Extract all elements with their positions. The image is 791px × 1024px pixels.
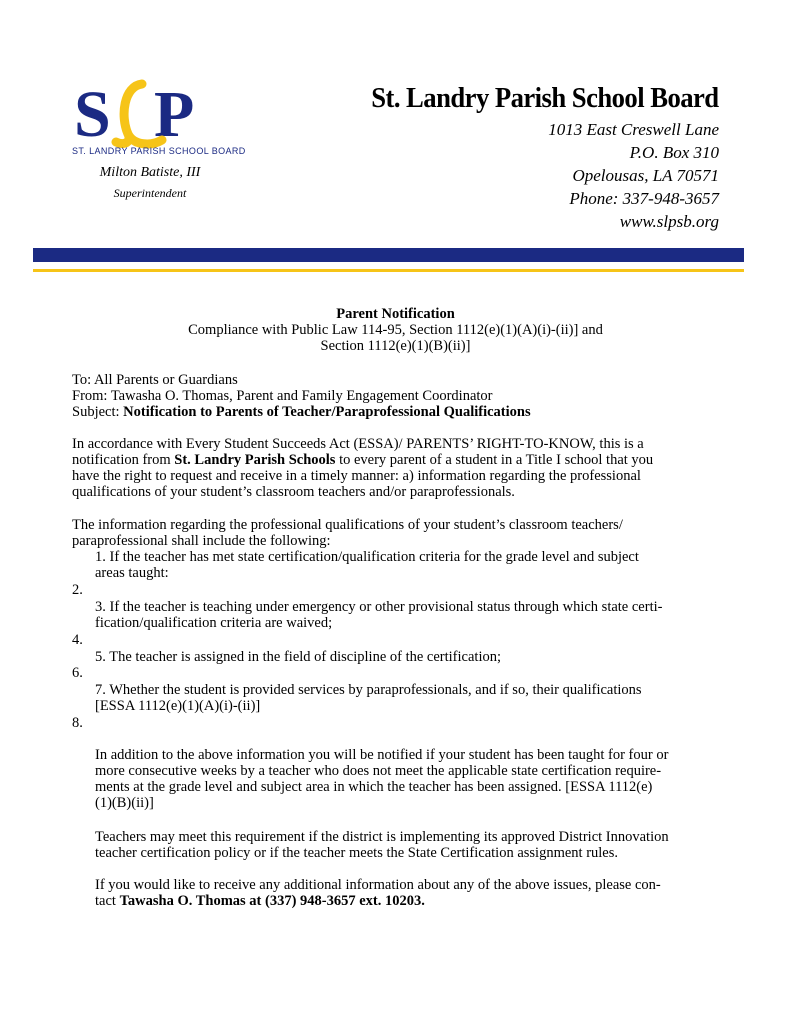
list-number-8: 8. <box>72 715 83 731</box>
list-item-1-line-2: areas taught: <box>95 565 169 581</box>
address-po-box: P.O. Box 310 <box>629 143 719 162</box>
paragraph-5-line-2: tact Tawasha O. Thomas at (337) 948-3657 ext. 10203. <box>95 893 425 909</box>
paragraph-1-line-4: qualifications of your student’s classroom teachers and/or paraprofessionals. <box>72 484 515 500</box>
header-blue-bar <box>33 248 744 262</box>
paragraph-3-line-1: In addition to the above information you will be notified if your student has been taught for four or <box>95 747 669 763</box>
notice-subtitle-line-1: Compliance with Public Law 114-95, Section 1112(e)(1)(A)(i)-(ii)] and <box>188 322 603 338</box>
header-gold-bar <box>33 269 744 272</box>
notice-title: Parent Notification <box>336 306 455 322</box>
paragraph-5-line-1: If you would like to receive any additional information about any of the above issues, please con- <box>95 877 661 893</box>
paragraph-1-line-1: In accordance with Every Student Succeeds Act (ESSA)/ PARENTS’ RIGHT-TO-KNOW, this is a <box>72 436 644 452</box>
list-item-7-line-1: 7. Whether the student is provided services by paraprofessionals, and if so, their qualifications <box>95 682 642 698</box>
paragraph-2-line-1: The information regarding the professional qualifications of your student’s classroom teachers/ <box>72 517 623 533</box>
paragraph-3-line-4: (1)(B)(ii)] <box>95 795 154 811</box>
paragraph-4-line-1: Teachers may meet this requirement if the district is implementing its approved District Innovation <box>95 829 669 845</box>
list-number-4: 4. <box>72 632 83 648</box>
list-item-7-line-2: [ESSA 1112(e)(1)(A)(i)-(ii)] <box>95 698 261 714</box>
superintendent-name: Milton Batiste, III <box>99 165 201 180</box>
paragraph-3-line-3: ments at the grade level and subject area in which the teacher has been assigned. [ESSA 1112(e) <box>95 779 653 795</box>
address-phone: Phone: 337-948-3657 <box>569 189 719 208</box>
address-website: www.slpsb.org <box>619 212 719 231</box>
logo-s: S <box>74 78 111 151</box>
logo-p: P <box>154 78 195 151</box>
paragraph-2-line-2: paraprofessional shall include the following: <box>72 533 331 549</box>
list-number-2: 2. <box>72 582 83 598</box>
address-street: 1013 East Creswell Lane <box>548 120 719 139</box>
superintendent-title: Superintendent <box>113 186 187 200</box>
address-city: Opelousas, LA 70571 <box>572 166 719 185</box>
list-item-3-line-1: 3. If the teacher is teaching under emergency or other provisional status through which state certi- <box>95 599 663 615</box>
list-item-1-line-1: 1. If the teacher has met state certification/qualification criteria for the grade level and subject <box>95 549 639 565</box>
paragraph-1-line-2: notification from St. Landry Parish Schools to every parent of a student in a Title I school that you <box>72 452 654 468</box>
logo-tagline: ST. LANDRY PARISH SCHOOL BOARD <box>72 146 246 156</box>
notice-subtitle-line-2: Section 1112(e)(1)(B)(ii)] <box>320 338 471 354</box>
paragraph-1-line-3: have the right to request and receive in a timely manner: a) information regarding the professional <box>72 468 641 484</box>
list-item-3-line-2: fication/qualification criteria are waived; <box>95 615 333 631</box>
paragraph-3-line-2: more consecutive weeks by a teacher who does not meet the applicable state certification require- <box>95 763 662 779</box>
from-line: From: Tawasha O. Thomas, Parent and Family Engagement Coordinator <box>72 388 493 404</box>
to-line: To: All Parents or Guardians <box>72 372 238 388</box>
subject-line: Subject: Notification to Parents of Teacher/Paraprofessional Qualifications <box>72 404 531 420</box>
contact-info: Tawasha O. Thomas at (337) 948-3657 ext. 10203. <box>119 893 425 909</box>
list-item-5: 5. The teacher is assigned in the field of discipline of the certification; <box>95 649 501 665</box>
list-number-6: 6. <box>72 665 83 681</box>
paragraph-4-line-2: teacher certification policy or if the teacher meets the State Certification assignment rules. <box>95 845 618 861</box>
organization-name: St. Landry Parish School Board <box>371 82 719 114</box>
